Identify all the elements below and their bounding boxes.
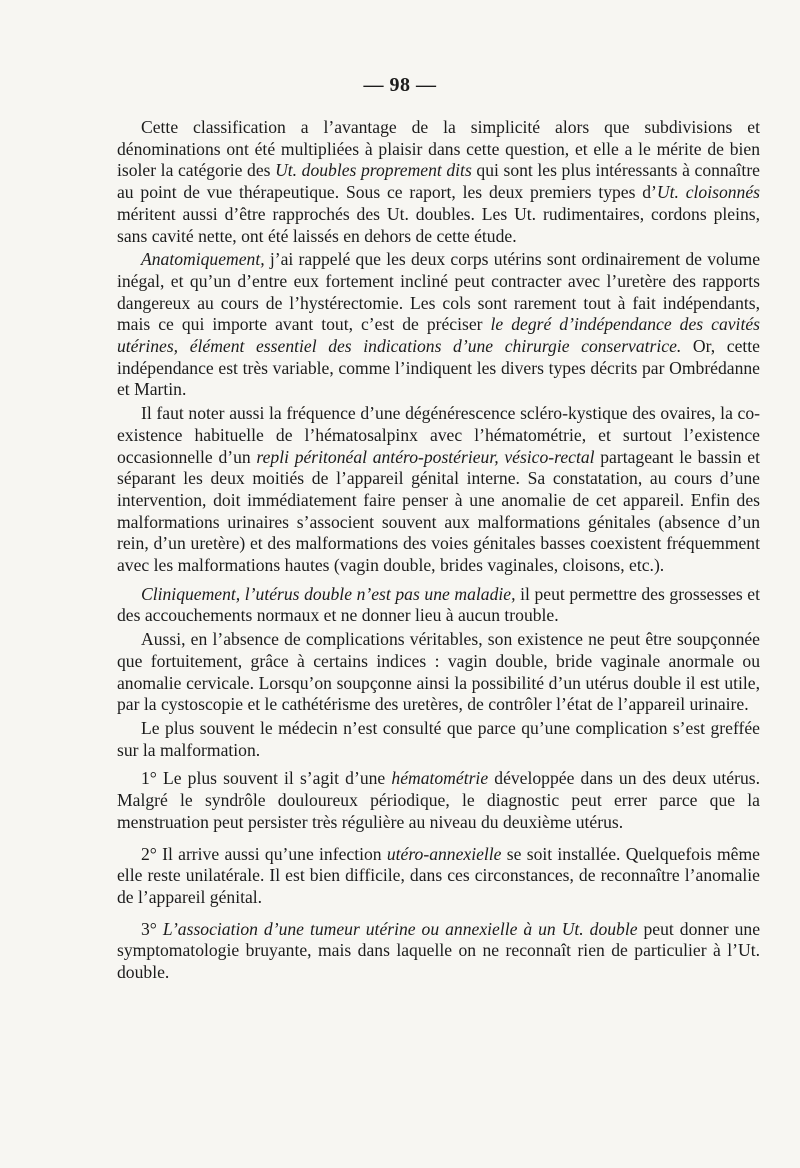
paragraph — [117, 249, 760, 401]
text-run: se soit installée. Quelquefois même elle reste unilatérale. Il est bien difficile, dans ces circonstances, de reconnaître l’anomalie de l’appareil génital. — [117, 843, 760, 907]
italic-text: Cliniquement, l’utérus double n’est pas une maladie, — [141, 583, 516, 604]
text-run: méritent aussi d’être rapprochés des Ut. doubles. Les Ut. rudimentaires, cordons pleins, sans cavité nette, ont été laissés en dehors de cette étude. — [117, 203, 760, 246]
text-run: peut donner une symptomatologie bruyante, mais dans laquelle on ne reconnaît rien de particulier à l’Ut. double. — [117, 918, 760, 983]
text-run: j’ai rappelé que les deux corps utérins sont ordinairement de volume inégal, et qu’un d’entre eux fortement incliné peut contracter avec l’uretère des rapports dangereux au cours de l’hystérectomie. Les cols sont rarement tout à fait indépendants, mais ce qui importe avant tout, c’est de préciser — [117, 249, 760, 335]
italic-text: utéro-annexielle — [386, 843, 502, 864]
text-run: Le plus souvent le médecin n’est consulté que parce qu’une complication s’est greffée sur la malformation. — [117, 717, 760, 760]
text-run: qui sont les plus intéressants à connaître au point de vue thérapeutique. Sous ce raport, les deux premiers types d’ — [117, 160, 760, 203]
text-run: Cette classification a l’avantage de la simplicité alors que subdivisions et dénominations ont été multipliées à plaisir dans cette question, et elle a le mérite de bien isoler la catégorie des — [117, 117, 760, 181]
italic-text: Anatomiquement, — [141, 249, 265, 270]
paragraph — [117, 718, 760, 761]
text-run: Aussi, en l’absence de complications véritables, son existence ne peut être soupçonnée que fortuitement, grâce à certains indices : vagin double, bride vaginale anormale ou anomalie cervicale. Lorsqu’on soupçonne ainsi la possibilité d’un utérus double il est utile, par la cystoscopie et le cathétérisme des uretères, de contrôler l’état de l’appareil urinaire. — [117, 629, 760, 715]
paragraph — [117, 117, 760, 247]
text-run: 1° Le plus souvent il s’agit d’une — [141, 768, 392, 789]
italic-text: hématométrie — [391, 768, 489, 789]
paragraph — [117, 629, 760, 716]
paragraph — [117, 768, 760, 833]
paragraph — [117, 403, 760, 577]
text-run: Or, cette indépendance est très variable, comme l’indiquent les divers types décrits par Ombrédanne et Martin. — [117, 336, 760, 400]
text-run: développée dans un des deux utérus. Malgré le syndrôle douloureux périodique, le diagnostic peut errer parce que la menstruation peut persister très régulière au niveau du deuxième utérus. — [117, 768, 761, 832]
paragraph — [117, 919, 760, 984]
italic-text: Ut. cloisonnés — [656, 182, 760, 203]
text-run: 3° — [141, 918, 163, 939]
page-number: — 98 — — [363, 74, 437, 96]
italic-text: L’association d’une tumeur utérine ou annexielle à un Ut. double — [162, 918, 638, 939]
text-run: Il faut noter aussi la fréquence d’une dégénérescence scléro-kystique des ovaires, la co-existence habituelle de l’hématosalpinx avec l’hématométrie, et surtout l’existence occasionnelle d’un — [117, 403, 760, 467]
paragraph — [117, 844, 760, 909]
paragraph — [117, 584, 760, 627]
text-run: partageant le bassin et séparant les deux moitiés de l’appareil génital interne. Sa constatation, au cours d’une intervention, doit immédiatement faire penser à une anomalie de cet appareil. Enfin des malformations urinaires s’associent souvent aux malformations génitales (absence d’un rein, d’un uretère) et des malformations des voies génitales basses coexistent fréquemment avec les malformations hautes (vagin double, brides vaginales, cloisons, etc.). — [117, 446, 760, 576]
italic-text: repli péritonéal antéro-postérieur, vésico-rectal — [256, 446, 595, 467]
body-text — [117, 117, 760, 984]
text-run: il peut permettre des grossesses et des accouchements normaux et ne donner lieu à aucun trouble. — [117, 583, 760, 626]
italic-text: Ut. doubles proprement dits — [275, 160, 472, 181]
text-run: 2° Il arrive aussi qu’une infection — [141, 843, 387, 864]
italic-text: le degré d’indépendance des cavités utérines, élément essentiel des indications d’une chirurgie conservatrice. — [117, 314, 760, 357]
